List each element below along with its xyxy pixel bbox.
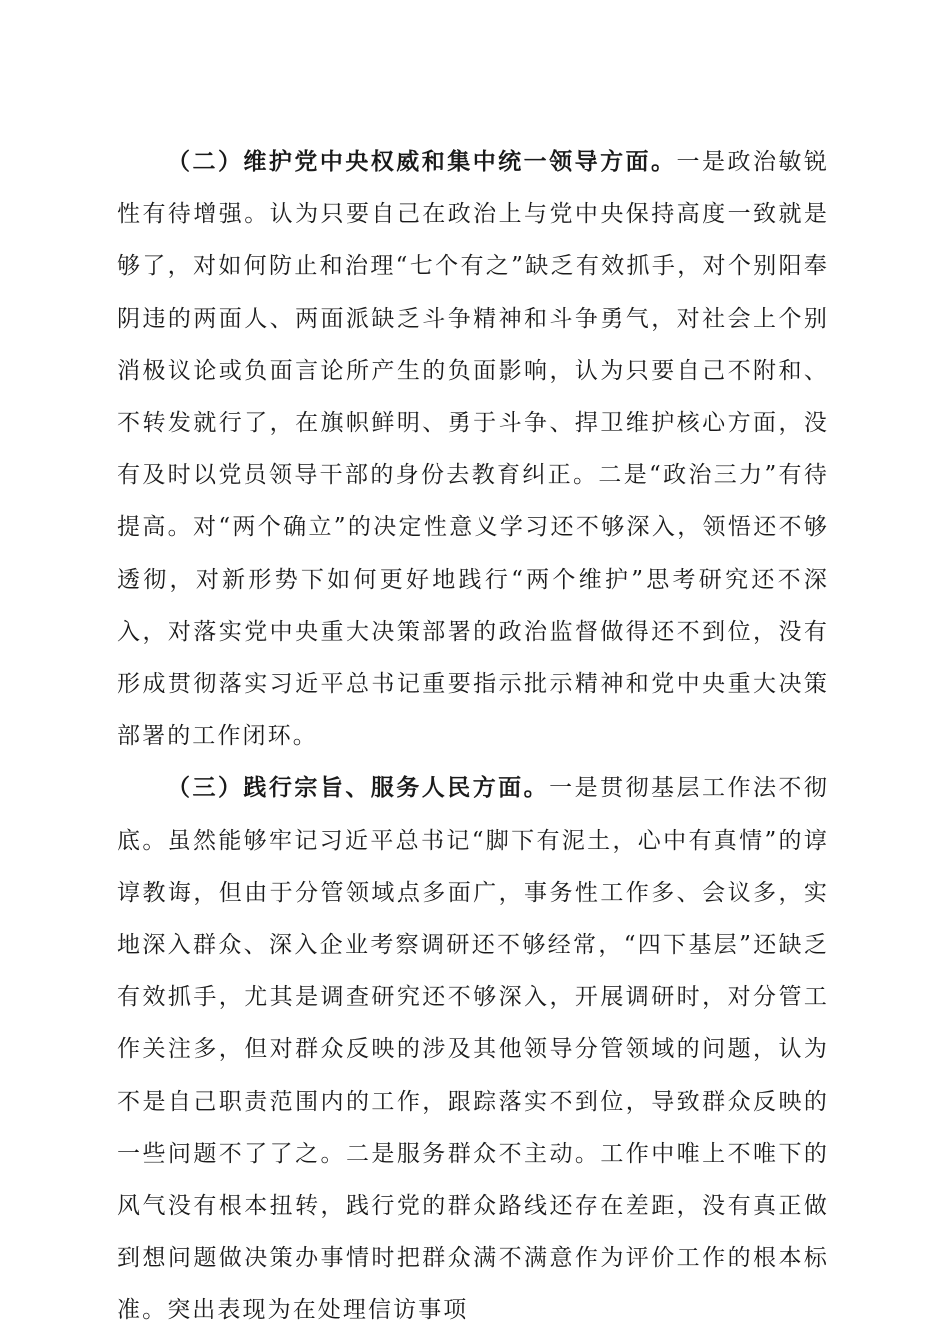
paragraph-section-2 (117, 136, 829, 762)
paragraph-section-3 (117, 762, 829, 1336)
section-2-heading: （二）维护党中央权威和集中统一领导方面。 (167, 148, 677, 175)
section-3-body: 一是贯彻基层工作法不彻底。虽然能够牢记习近平总书记“脚下有泥土，心中有真情”的谆谆教诲，但由于分管领域点多面广，事务性工作多、会议多，实地深入群众、深入企业考察调研还不够经常，“四下基层”还缺乏有效抓手，尤其是调查研究还不够深入，开展调研时，对分管工作关注多，但对群众反映的涉及其他领导分管领域的问题，认为不是自己职责范围内的工作，跟踪落实不到位，导致群众反映的一些问题不了了之。二是服务群众不主动。工作中唯上不唯下的风气没有根本扭转，践行党的群众路线还存在差距，没有真正做到想问题做决策办事情时把群众满不满意作为评价工作的根本标准。突出表现为在处理信访事项 (117, 775, 829, 1324)
document-body (117, 136, 829, 1337)
section-3-heading: （三）践行宗旨、服务人民方面。 (167, 774, 550, 802)
section-2-body: 一是政治敏锐性有待增强。认为只要自己在政治上与党中央保持高度一致就是够了，对如何防止和治理“七个有之”缺乏有效抓手，对个别阳奉阴违的两面人、两面派缺乏斗争精神和斗争勇气，对社会上个别消极议论或负面言论所产生的负面影响，认为只要自己不附和、不转发就行了，在旗帜鲜明、勇于斗争、捍卫维护核心方面，没有及时以党员领导干部的身份去教育纠正。二是“政治三力”有待提高。对“两个确立”的决定性意义学习还不够深入，领悟还不够透彻，对新形势下如何更好地践行“两个维护”思考研究还不深入，对落实党中央重大决策部署的政治监督做得还不到位，没有形成贯彻落实习近平总书记重要指示批示精神和党中央重大决策部署的工作闭环。 (117, 149, 829, 750)
